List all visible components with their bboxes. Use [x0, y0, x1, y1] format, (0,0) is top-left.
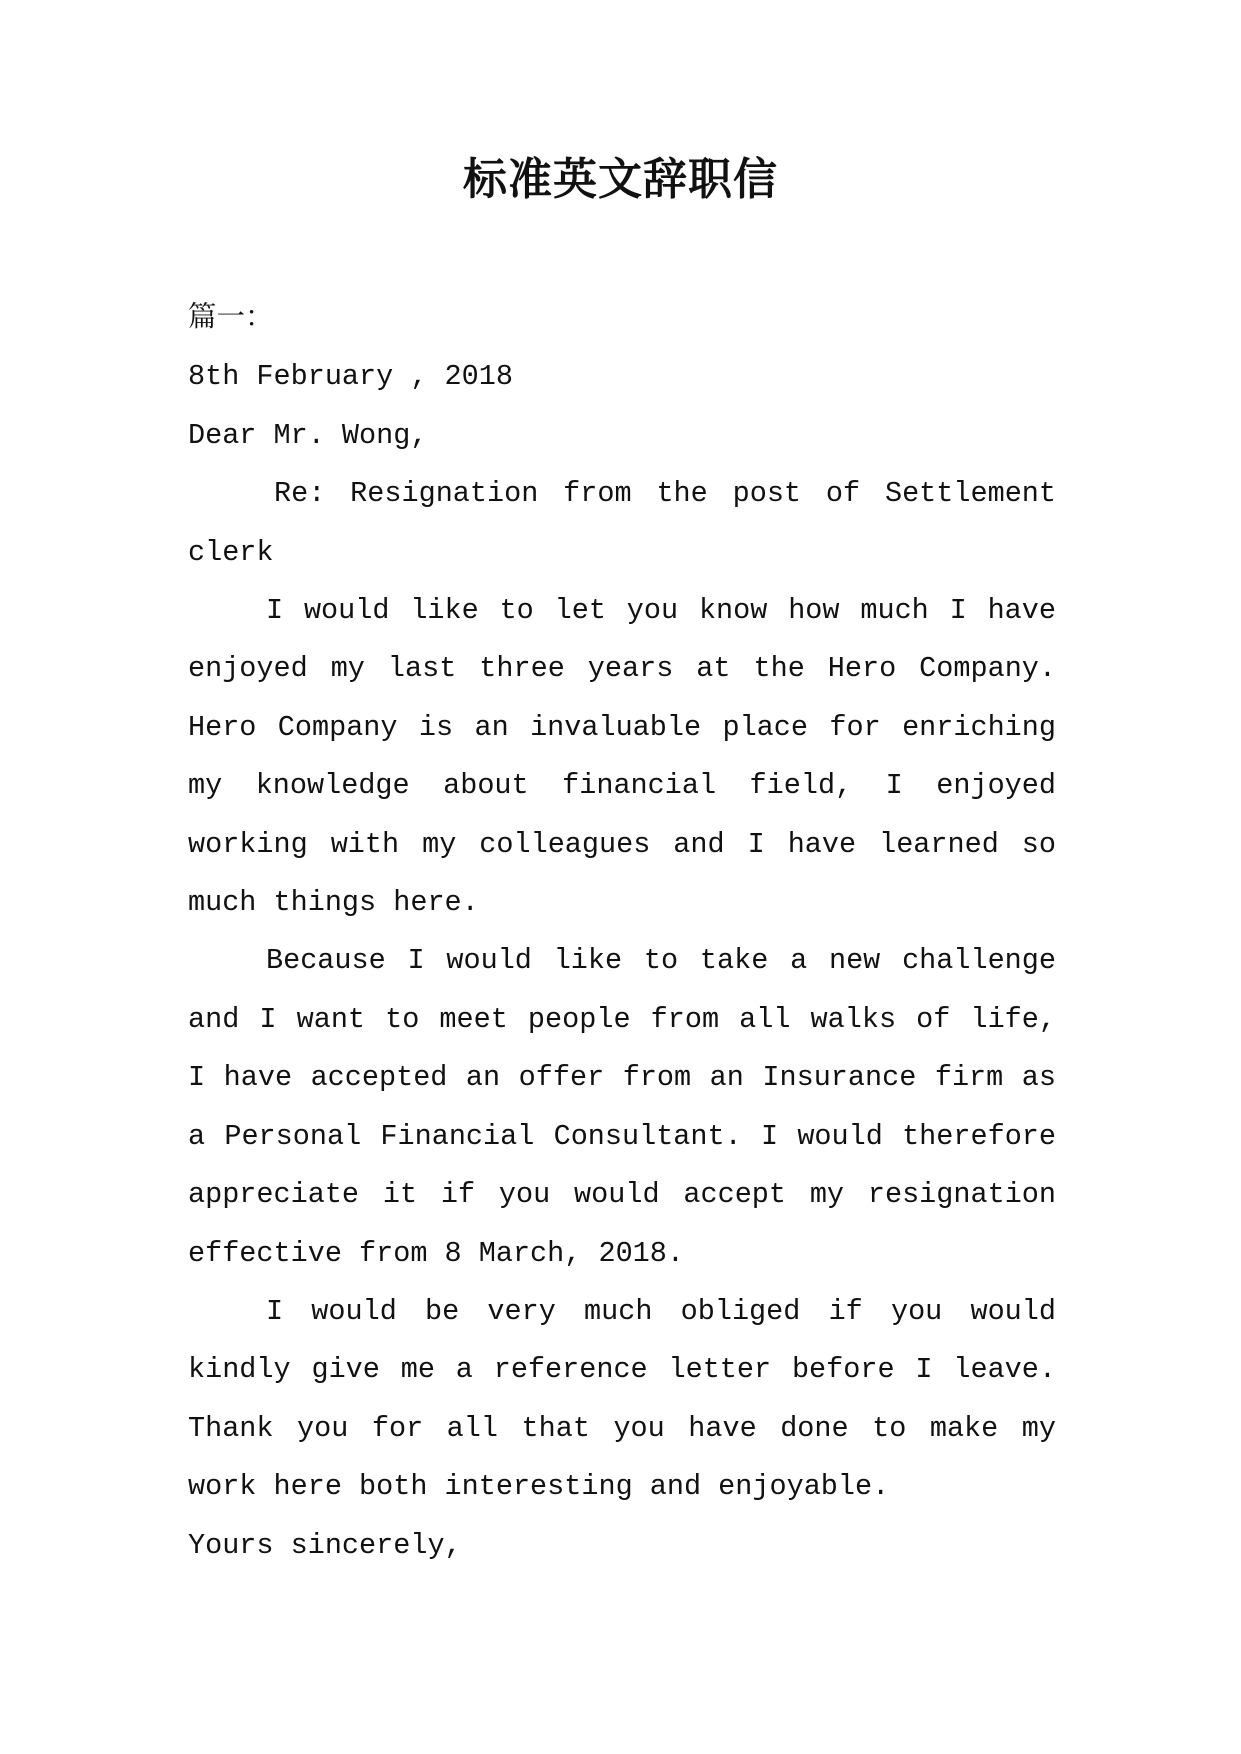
paragraph-2: Because I would like to take a new challenge and I want to meet people from all walks of life, I have accepted an offer from an Insurance firm as a Personal Financial Consultant. I would therefore appreciate it if you would accept my resignation effective from 8 March, 2018. [188, 944, 1056, 1270]
paragraph-3: I would be very much obliged if you would kindly give me a reference letter before I leave. Thank you for all that you have done to make my work here both interesting and enjoyable. [188, 1294, 1056, 1504]
letter-date: 8th February , 2018 [188, 360, 513, 394]
section-label: 篇一： [188, 302, 274, 335]
document-title: 标准英文辞职信 [463, 154, 778, 205]
closing: Yours sincerely, [188, 1528, 462, 1562]
letter-body [188, 290, 1056, 1575]
paragraph-1: I would like to let you know how much I have enjoyed my last three years at the Hero Company. Hero Company is an invaluable place for enriching my knowledge about financial field, I enjoyed working with my colleagues and I have learned so much things here. [188, 594, 1056, 920]
salutation: Dear Mr. Wong, [188, 418, 428, 452]
subject-line: Re: Resignation from the post of Settlement clerk [188, 477, 1056, 569]
